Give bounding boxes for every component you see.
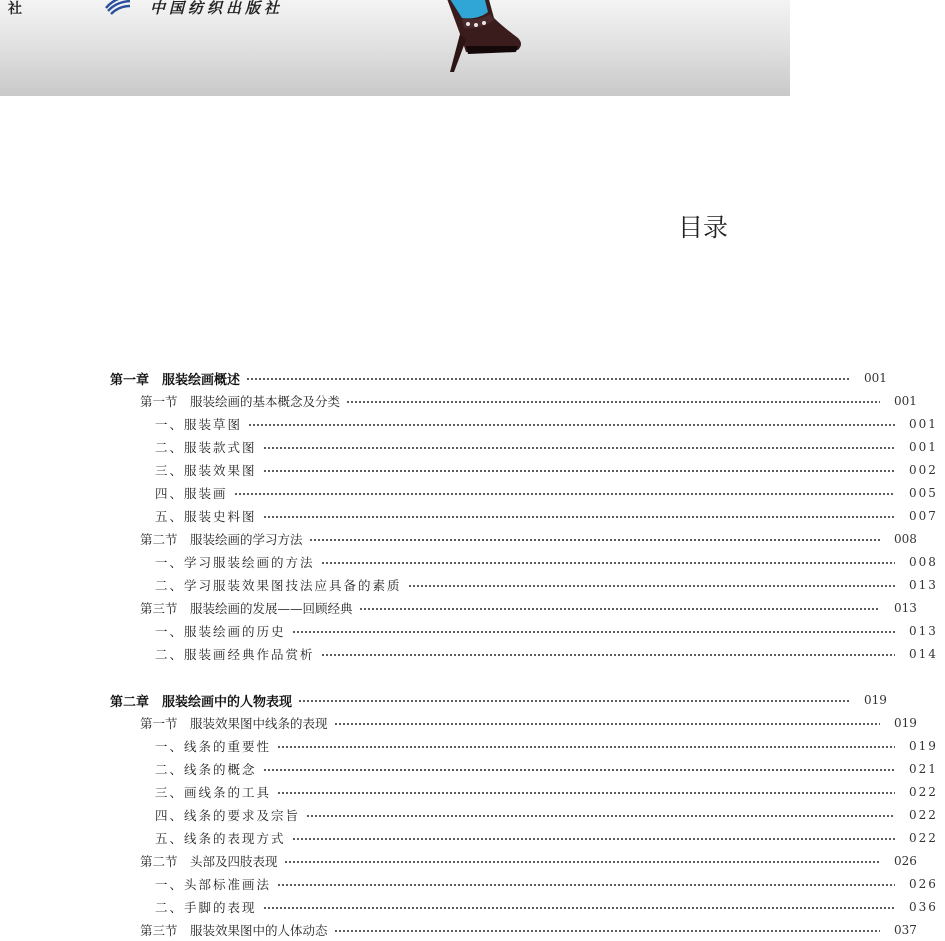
leader-dots (263, 516, 895, 518)
toc-label: 第一章 服装绘画概述 (110, 372, 241, 388)
toc-page-number: 001 (894, 394, 917, 408)
toc-item-row[interactable] (0, 413, 945, 435)
leader-dots (346, 401, 880, 403)
toc-label: 第二节 服装绘画的学习方法 (140, 532, 303, 547)
toc-item-row[interactable] (0, 873, 945, 895)
toc-page-number: 013 (909, 624, 938, 638)
leader-dots (298, 700, 850, 702)
publisher-logo-icon (104, 0, 132, 14)
toc-item-row[interactable] (0, 827, 945, 849)
toc-page-number: 008 (909, 555, 938, 569)
toc-page-number: 021 (909, 762, 938, 776)
leader-dots (292, 631, 895, 633)
toc-label: 二、服装画经典作品赏析 (155, 647, 315, 662)
publisher-name: 中国纺织出版社 (150, 0, 284, 17)
toc-label: 一、服装草图 (155, 417, 243, 432)
toc-item-row[interactable] (0, 735, 945, 757)
leader-dots (321, 654, 895, 656)
toc-label: 二、线条的概念 (155, 762, 257, 777)
leader-dots (306, 815, 895, 817)
header-banner (0, 0, 790, 96)
leader-dots (248, 424, 895, 426)
toc-page-number: 001 (864, 371, 887, 385)
toc-page-number: 022 (909, 808, 938, 822)
toc-page-number: 019 (909, 739, 938, 753)
leader-dots (263, 907, 895, 909)
toc-label: 第二节 头部及四肢表现 (140, 854, 278, 869)
toc-label: 三、画线条的工具 (155, 785, 272, 800)
leader-dots (246, 378, 850, 380)
toc-item-row[interactable] (0, 758, 945, 780)
toc-item-row[interactable] (0, 620, 945, 642)
toc-page-number: 019 (894, 716, 917, 730)
leader-dots (263, 447, 895, 449)
toc-label: 一、头部标准画法 (155, 877, 272, 892)
toc-label: 第二章 服装绘画中的人物表现 (110, 694, 293, 710)
leader-dots (309, 539, 880, 541)
toc-page-number: 037 (894, 923, 917, 937)
page-title: 目录 (678, 213, 729, 242)
toc-page-number: 002 (909, 463, 938, 477)
toc-page-number: 007 (909, 509, 938, 523)
leader-dots (277, 884, 895, 886)
toc-label: 第三节 服装绘画的发展——回顾经典 (140, 601, 353, 616)
toc-item-row[interactable] (0, 482, 945, 504)
toc-label: 二、手脚的表现 (155, 900, 257, 915)
toc-section-row[interactable] (0, 597, 930, 619)
toc-label: 二、学习服装效果图技法应具备的素质 (155, 578, 402, 593)
toc-page-number: 013 (894, 601, 917, 615)
toc-item-row[interactable] (0, 551, 945, 573)
toc-label: 第一节 服装绘画的基本概念及分类 (140, 394, 341, 409)
toc-page-number: 008 (894, 532, 917, 546)
leader-dots (408, 585, 895, 587)
toc-item-row[interactable] (0, 643, 945, 665)
toc-label: 五、线条的表现方式 (155, 831, 286, 846)
toc-chapter-row[interactable] (0, 689, 900, 711)
toc-section-row[interactable] (0, 919, 930, 941)
toc-section-row[interactable] (0, 390, 930, 412)
high-heel-shoe-icon (432, 0, 524, 74)
toc-page-number: 005 (909, 486, 938, 500)
toc-label: 五、服装史料图 (155, 509, 257, 524)
leader-dots (334, 723, 880, 725)
toc-chapter-row[interactable] (0, 367, 900, 389)
toc-page-number: 001 (909, 440, 938, 454)
toc-section-row[interactable] (0, 712, 930, 734)
leader-dots (292, 838, 895, 840)
toc-label: 一、服装绘画的历史 (155, 624, 286, 639)
leader-dots (284, 861, 880, 863)
leader-dots (234, 493, 895, 495)
toc-page-number: 026 (894, 854, 917, 868)
toc-page-number: 022 (909, 785, 938, 799)
toc-label: 三、服装效果图 (155, 463, 257, 478)
toc-page-number: 036 (909, 900, 938, 914)
toc-label: 一、线条的重要性 (155, 739, 272, 754)
toc-label: 第三节 服装效果图中的人体动态 (140, 923, 328, 938)
toc-page-number: 001 (909, 417, 938, 431)
toc-item-row[interactable] (0, 804, 945, 826)
leader-dots (321, 562, 895, 564)
toc-label: 四、服装画 (155, 486, 228, 501)
toc-label: 一、学习服装绘画的方法 (155, 555, 315, 570)
toc-label: 四、线条的要求及宗旨 (155, 808, 301, 823)
leader-dots (334, 930, 880, 932)
leader-dots (277, 746, 895, 748)
toc-page-number: 014 (909, 647, 938, 661)
header-left-text: 社 (8, 1, 22, 17)
toc-page-number: 022 (909, 831, 938, 845)
toc-page-number: 019 (864, 693, 887, 707)
toc-section-row[interactable] (0, 850, 930, 872)
toc-section-row[interactable] (0, 528, 930, 550)
toc-item-row[interactable] (0, 896, 945, 918)
leader-dots (277, 792, 895, 794)
toc-item-row[interactable] (0, 436, 945, 458)
leader-dots (359, 608, 880, 610)
leader-dots (263, 470, 895, 472)
toc-page-number: 013 (909, 578, 938, 592)
toc-item-row[interactable] (0, 505, 945, 527)
toc-page-number: 026 (909, 877, 938, 891)
toc-label: 二、服装款式图 (155, 440, 257, 455)
toc-item-row[interactable] (0, 781, 945, 803)
toc-item-row[interactable] (0, 459, 945, 481)
toc-label: 第一节 服装效果图中线条的表现 (140, 716, 328, 731)
toc-item-row[interactable] (0, 574, 945, 596)
leader-dots (263, 769, 895, 771)
